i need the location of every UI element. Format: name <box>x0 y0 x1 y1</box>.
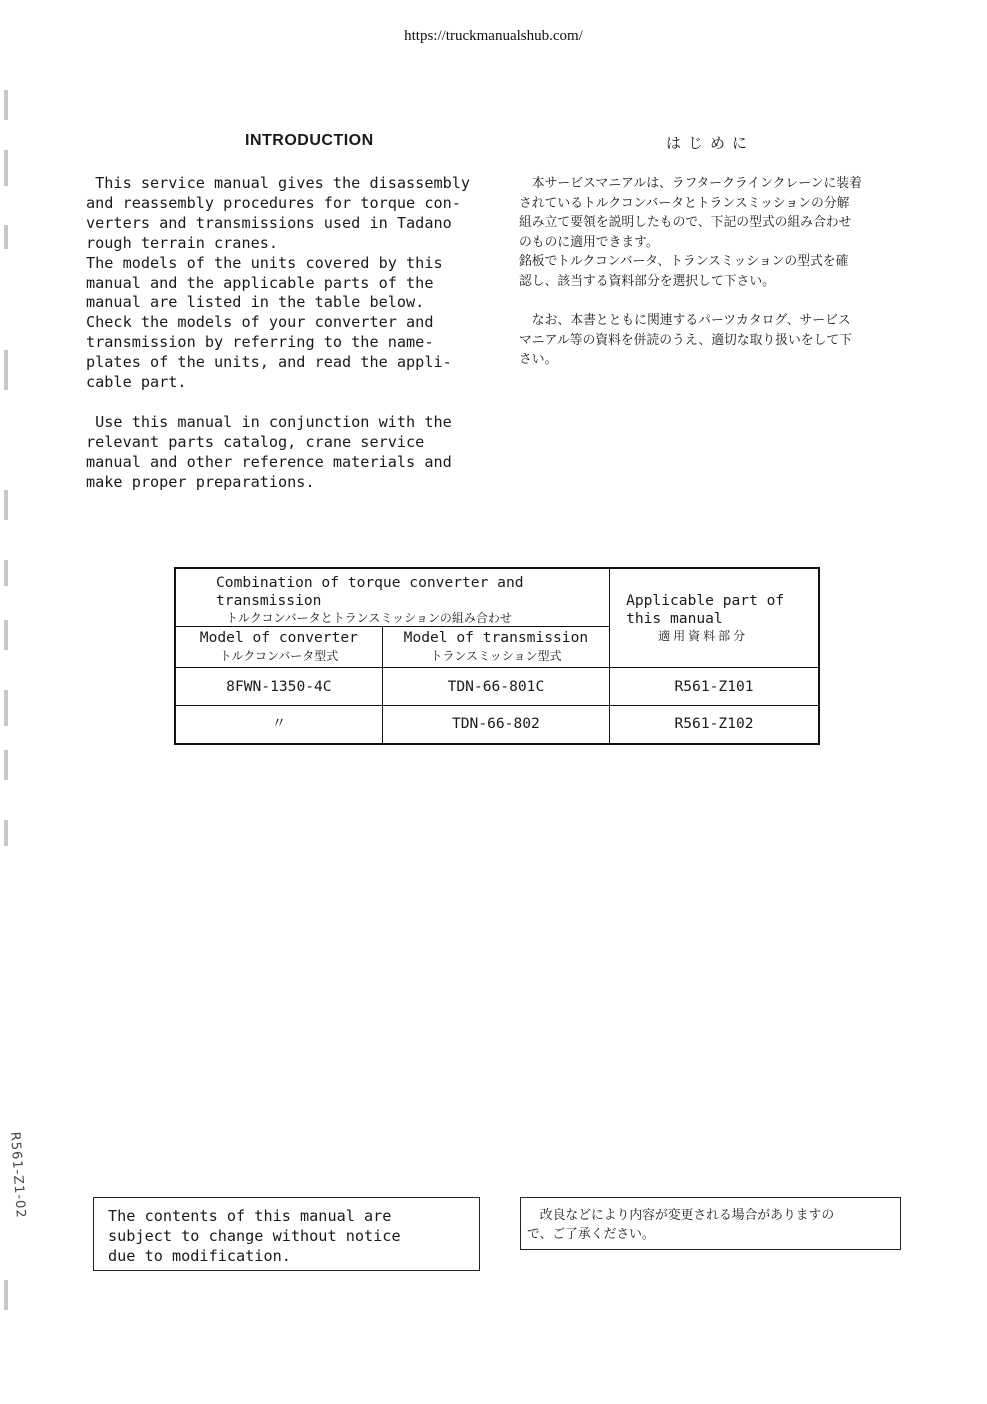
transmission-header <box>382 627 609 668</box>
converter-header-en: Model of converter <box>199 629 358 646</box>
scan-margin-mark <box>4 820 8 846</box>
transmission-cell: TDN-66-801C <box>382 668 609 706</box>
scan-margin-mark <box>4 225 8 249</box>
table-row <box>175 668 819 706</box>
source-url: https://truckmanualshub.com/ <box>404 28 583 44</box>
converter-cell: 〃 <box>175 706 382 744</box>
converter-header <box>175 627 382 668</box>
applicable-part-header-jp: 適用資料部分 <box>658 629 749 643</box>
scan-margin-mark <box>4 620 8 650</box>
scan-margin-mark <box>4 690 8 726</box>
scan-margin-mark <box>4 560 8 586</box>
converter-cell: 8FWN-1350-4C <box>175 668 382 706</box>
transmission-header-jp: トランスミッション型式 <box>430 649 562 663</box>
scan-margin-mark <box>4 1280 8 1310</box>
transmission-cell: TDN-66-802 <box>382 706 609 744</box>
applicable-part-cell: R561-Z101 <box>610 668 819 706</box>
scan-margin-mark <box>4 350 8 390</box>
intro-title-jp: はじめに <box>666 134 755 152</box>
combination-header-en: Combination of torque converter and transmission <box>216 574 524 609</box>
applicable-part-cell: R561-Z102 <box>610 706 819 744</box>
scan-margin-mark <box>4 90 8 120</box>
intro-body-en: This service manual gives the disassembly and reassembly procedures for torque con- verters and transmissions used in Tadano rough terrain cranes. The models of the units covered by this manual and the applicable parts of the manual are listed in the table below. Check the models of your converter and transmission by referring to the name- plates of the units, and read the appli- cable part. Use this manual in conjunction with the relevant parts catalog, crane service manual and other reference materials and make proper preparations. <box>86 174 471 491</box>
scan-margin-mark <box>4 150 8 186</box>
table-header-row <box>175 568 819 627</box>
table-row <box>175 706 819 744</box>
combination-header-jp: トルクコンバータとトランスミッションの組み合わせ <box>226 611 512 625</box>
scan-margin-mark <box>4 750 8 780</box>
applicable-part-header <box>610 568 819 668</box>
intro-title-en: INTRODUCTION <box>245 132 374 149</box>
handwritten-margin-note: R561-Z1-02 <box>6 1131 29 1220</box>
combination-header <box>175 568 610 627</box>
converter-header-jp: トルクコンバータ型式 <box>219 649 339 663</box>
intro-body-jp: 本サービスマニアルは、ラフタークラインクレーンに装着 されているトルクコンバータとトランスミッションの分解 組み立て要領を説明したもので、下記の型式の組み合わせ のものに適用できます。 銘板でトルクコンバータ、トランスミッションの型式を確 認し、該当する資料部分を選択して下さい。 なお、本書とともに関連するパーツカタログ、サービス マニアル等の資料を併読のうえ、適切な取り扱いをして下 さい。 <box>519 176 862 368</box>
applicable-part-header-en: Applicable part of this manual <box>626 592 785 627</box>
scan-margin-mark <box>4 490 8 520</box>
notice-box-jp: 改良などにより内容が変更される場合がありますの で、ご了承ください。 <box>520 1197 901 1250</box>
model-combination-table <box>174 567 820 745</box>
transmission-header-en: Model of transmission <box>403 629 589 646</box>
notice-box-en: The contents of this manual are subject to change without notice due to modification. <box>93 1197 480 1271</box>
